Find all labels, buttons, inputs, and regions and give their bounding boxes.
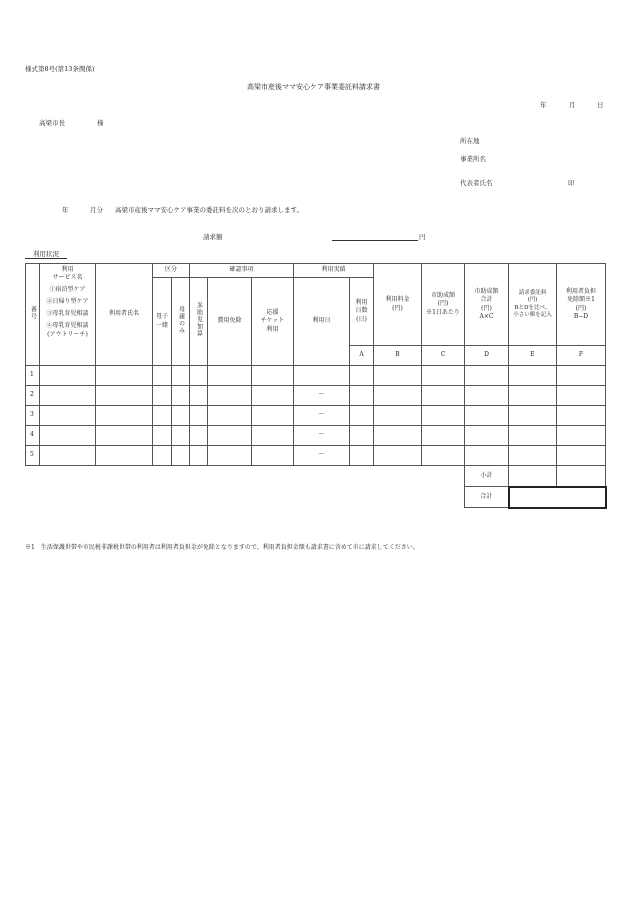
header-mother-only: 母親のみ	[172, 278, 190, 366]
cell-number: 4	[26, 426, 40, 446]
cell-usage-days[interactable]	[350, 426, 374, 446]
header-multiple-birth: 多胎児加算	[190, 278, 208, 366]
cell-fee-exemption[interactable]	[208, 446, 252, 466]
claim-amount-field[interactable]	[332, 232, 418, 241]
date-year: 年	[540, 101, 547, 109]
table-row	[26, 446, 606, 466]
cell-mother-only[interactable]	[172, 386, 190, 406]
cell-support-ticket[interactable]	[252, 366, 294, 386]
subtotal-exemption-cell[interactable]	[557, 466, 606, 487]
cell-service[interactable]	[40, 386, 96, 406]
letter-b: B	[374, 346, 422, 366]
cell-with-child[interactable]	[153, 426, 172, 446]
subtotal-label: 小計	[465, 466, 509, 487]
cell-multiple-birth[interactable]	[190, 406, 208, 426]
office-label: 事業所名	[460, 155, 486, 163]
header-fee-exemption: 費用免除	[208, 278, 252, 366]
cell-usage-days[interactable]	[350, 446, 374, 466]
cell-support-ticket[interactable]	[252, 426, 294, 446]
cell-mother-only[interactable]	[172, 446, 190, 466]
total-label: 合計	[465, 487, 509, 508]
header-claim-fee: 請求委託料 (円) BとDを比べ、 小さい額を記入	[509, 264, 557, 346]
cell-subsidy[interactable]	[422, 406, 465, 426]
cell-usage-days[interactable]	[350, 386, 374, 406]
cell-subsidy-total[interactable]	[465, 406, 509, 426]
cell-usage-date[interactable]: 〜	[294, 386, 350, 406]
cell-claim-fee[interactable]	[509, 426, 557, 446]
letter-c: C	[422, 346, 465, 366]
cell-subsidy[interactable]	[422, 386, 465, 406]
cell-multiple-birth[interactable]	[190, 446, 208, 466]
cell-user-name[interactable]	[96, 366, 153, 386]
cell-user-exemption[interactable]	[557, 386, 606, 406]
cell-claim-fee[interactable]	[509, 406, 557, 426]
total-amount-cell[interactable]	[509, 487, 606, 508]
header-subsidy: 市助成額 (円) ※1日あたり	[422, 264, 465, 346]
cell-usage-date[interactable]	[294, 366, 350, 386]
cell-service[interactable]	[40, 366, 96, 386]
cell-with-child[interactable]	[153, 406, 172, 426]
table-row	[26, 426, 606, 446]
cell-support-ticket[interactable]	[252, 386, 294, 406]
cell-fee-exemption[interactable]	[208, 386, 252, 406]
cell-subsidy-total[interactable]	[465, 426, 509, 446]
representative-label: 代表者氏名	[460, 179, 493, 187]
cell-support-ticket[interactable]	[252, 406, 294, 426]
cell-mother-only[interactable]	[172, 426, 190, 446]
cell-user-exemption[interactable]	[557, 426, 606, 446]
cell-fee-exemption[interactable]	[208, 426, 252, 446]
cell-support-ticket[interactable]	[252, 446, 294, 466]
header-user-name: 利用者氏名	[96, 264, 153, 366]
footnote: ※1 生活保護世帯や市民税非課税世帯の利用者は利用者負担金が免除となりますので、利用者負担金額も請求書に含めて市に請求してください。	[25, 544, 419, 551]
cell-fee[interactable]	[374, 366, 422, 386]
cell-user-name[interactable]	[96, 446, 153, 466]
cell-number: 1	[26, 366, 40, 386]
header-support-ticket: 応援 チケット 利用	[252, 278, 294, 366]
cell-service[interactable]	[40, 446, 96, 466]
cell-subsidy-total[interactable]	[465, 386, 509, 406]
statement-year: 年	[62, 206, 69, 214]
letter-d: D	[465, 346, 509, 366]
cell-usage-date[interactable]: 〜	[294, 426, 350, 446]
cell-claim-fee[interactable]	[509, 366, 557, 386]
seal-mark: 印	[568, 179, 575, 187]
header-with-child: 母子一緒	[153, 278, 172, 366]
cell-subsidy-total[interactable]	[465, 366, 509, 386]
cell-number: 5	[26, 446, 40, 466]
cell-subsidy-total[interactable]	[465, 446, 509, 466]
date-month: 月	[569, 101, 576, 109]
cell-usage-date[interactable]: 〜	[294, 406, 350, 426]
header-confirmation: 確認事項	[190, 264, 294, 278]
cell-user-exemption[interactable]	[557, 406, 606, 426]
cell-fee[interactable]	[374, 406, 422, 426]
cell-with-child[interactable]	[153, 446, 172, 466]
cell-subsidy[interactable]	[422, 366, 465, 386]
header-number: 番号	[26, 264, 40, 366]
page-title: 高梁市産後ママ安心ケア事業委託料請求書	[247, 83, 380, 91]
cell-user-exemption[interactable]	[557, 366, 606, 386]
cell-user-name[interactable]	[96, 386, 153, 406]
cell-fee-exemption[interactable]	[208, 406, 252, 426]
usage-table	[25, 263, 607, 509]
cell-number: 2	[26, 386, 40, 406]
letter-a: A	[350, 346, 374, 366]
cell-user-name[interactable]	[96, 426, 153, 446]
cell-with-child[interactable]	[153, 386, 172, 406]
cell-mother-only[interactable]	[172, 406, 190, 426]
cell-number: 3	[26, 406, 40, 426]
cell-with-child[interactable]	[153, 366, 172, 386]
cell-usage-date[interactable]: 〜	[294, 446, 350, 466]
header-subsidy-total: 市助成額 合計 (円) A×C	[465, 264, 509, 346]
letter-f: F	[557, 346, 606, 366]
subtotal-claim-cell[interactable]	[509, 466, 557, 487]
addressee-honorific: 様	[97, 119, 104, 127]
cell-claim-fee[interactable]	[509, 446, 557, 466]
cell-subsidy[interactable]	[422, 426, 465, 446]
section-label: 利用状況	[25, 249, 67, 259]
statement-text: 高梁市産後ママ安心ケア事業の委託料を次のとおり請求します。	[115, 206, 303, 214]
cell-fee[interactable]	[374, 386, 422, 406]
cell-fee-exemption[interactable]	[208, 366, 252, 386]
cell-usage-days[interactable]	[350, 406, 374, 426]
cell-multiple-birth[interactable]	[190, 386, 208, 406]
cell-multiple-birth[interactable]	[190, 366, 208, 386]
header-usage-days: 利用 日数 (日)	[350, 278, 374, 346]
address-label: 所在地	[460, 137, 480, 145]
letter-e: E	[509, 346, 557, 366]
header-service: 利用 サービス名 ①宿泊型ケア ②日帰り型ケア ③母乳育児相談 ④母乳育児相談 (アウトリーチ)	[40, 264, 96, 366]
header-category: 区分	[153, 264, 190, 278]
header-usage-record: 利用実績	[294, 264, 374, 278]
table-row	[26, 386, 606, 406]
form-number: 様式第8号(第13条関係)	[25, 65, 95, 73]
cell-fee[interactable]	[374, 446, 422, 466]
addressee: 高梁市長	[39, 119, 65, 127]
table-row	[26, 406, 606, 426]
cell-user-name[interactable]	[96, 406, 153, 426]
cell-claim-fee[interactable]	[509, 386, 557, 406]
cell-usage-days[interactable]	[350, 366, 374, 386]
cell-fee[interactable]	[374, 426, 422, 446]
cell-user-exemption[interactable]	[557, 446, 606, 466]
claim-label: 請求額	[203, 233, 223, 241]
header-user-exemption: 利用者負担 免除額※1 (円) B−D	[557, 264, 606, 346]
table-row	[26, 366, 606, 386]
statement-month: 月分	[90, 206, 103, 214]
cell-subsidy[interactable]	[422, 446, 465, 466]
header-fee: 利用料金 (円)	[374, 264, 422, 346]
cell-service[interactable]	[40, 406, 96, 426]
date-day: 日	[597, 101, 604, 109]
header-usage-date: 利用日	[294, 278, 350, 366]
cell-multiple-birth[interactable]	[190, 426, 208, 446]
cell-mother-only[interactable]	[172, 366, 190, 386]
claim-unit: 円	[419, 233, 426, 241]
cell-service[interactable]	[40, 426, 96, 446]
